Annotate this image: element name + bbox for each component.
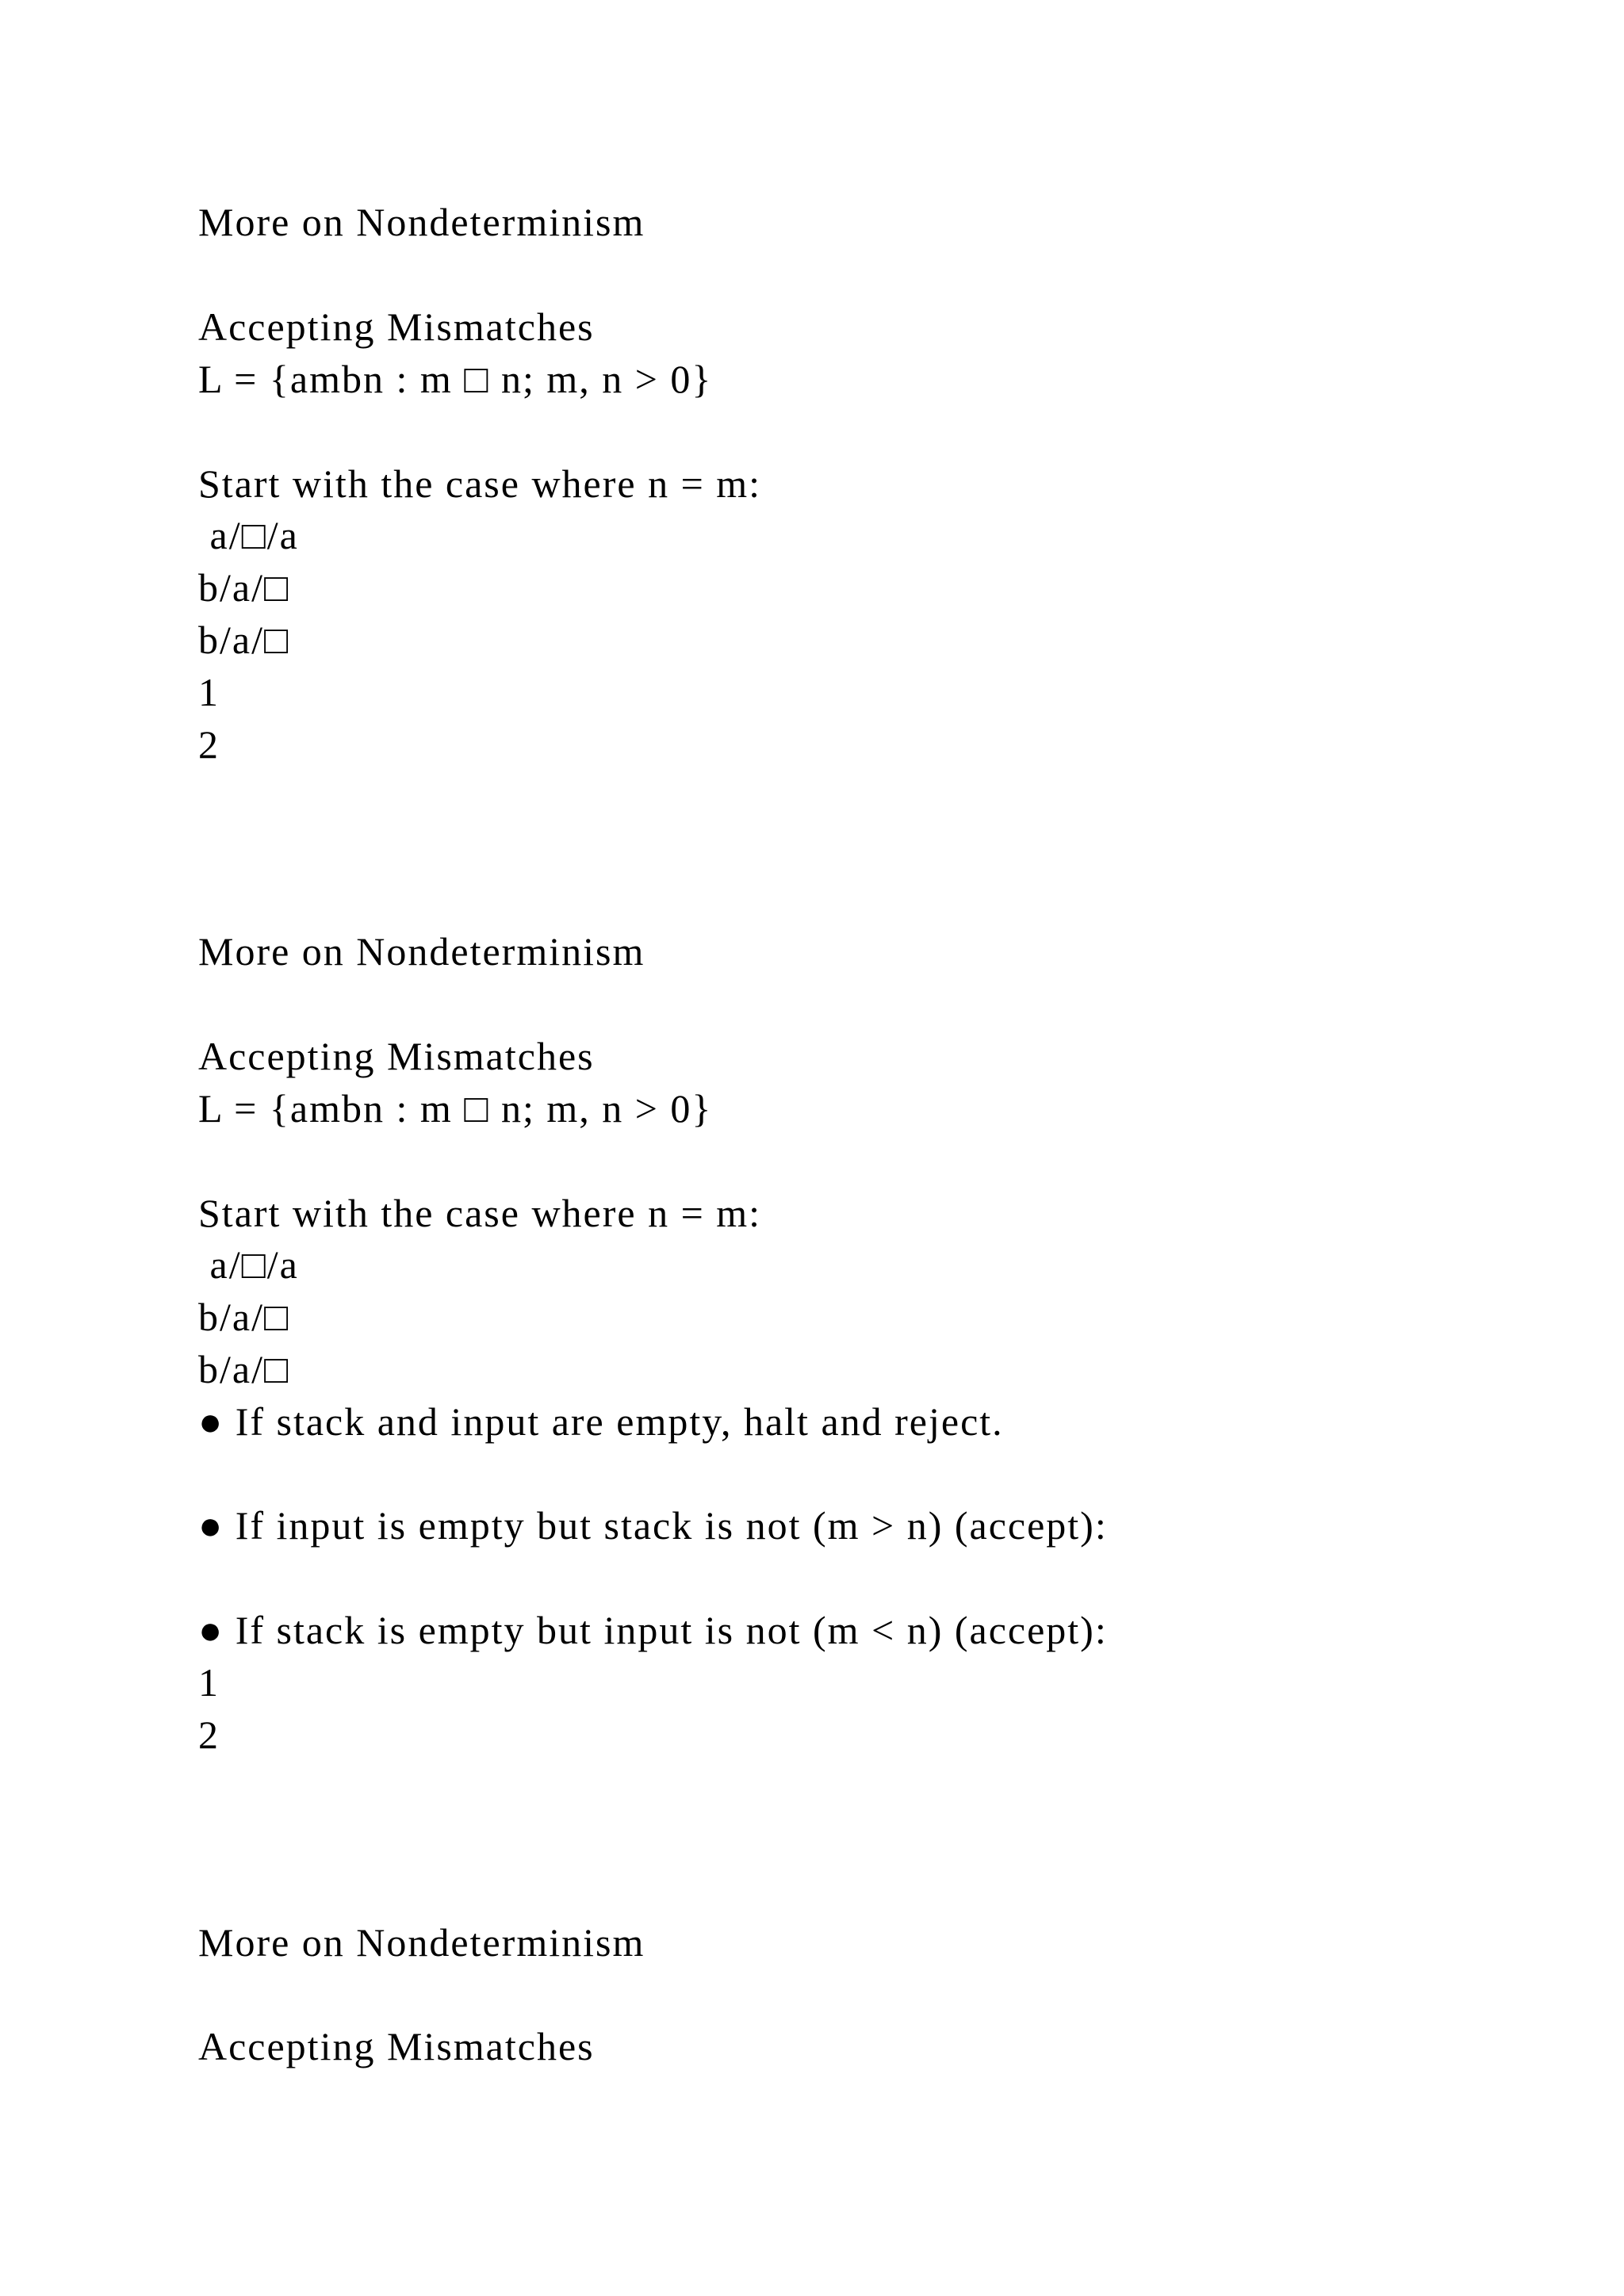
section-title: More on Nondeterminism (198, 1920, 645, 1965)
bullet-item: ● If stack and input are empty, halt and reject. (198, 1399, 1004, 1444)
bullet-item: ● If stack is empty but input is not (m < n) (accept): (198, 1608, 1108, 1652)
section-subtitle: Accepting Mismatches (198, 1034, 595, 1078)
language-definition: L = {ambn : m □ n; m, n > 0} (198, 357, 713, 401)
transition-label: b/a/□ (198, 565, 290, 610)
state-label: 1 (198, 670, 220, 714)
case-intro: Start with the case where n = m: (198, 1191, 762, 1235)
state-label: 2 (198, 722, 220, 767)
language-definition: L = {ambn : m □ n; m, n > 0} (198, 1086, 713, 1131)
case-intro: Start with the case where n = m: (198, 461, 762, 506)
state-label: 2 (198, 1712, 220, 1757)
bullet-item: ● If input is empty but stack is not (m > n) (accept): (198, 1503, 1108, 1548)
transition-label: b/a/□ (198, 1295, 290, 1339)
transition-label: a/□/a (198, 513, 299, 557)
section-title: More on Nondeterminism (198, 929, 645, 974)
section-subtitle: Accepting Mismatches (198, 2024, 595, 2068)
transition-label: b/a/□ (198, 618, 290, 662)
section-subtitle: Accepting Mismatches (198, 304, 595, 349)
state-label: 1 (198, 1660, 220, 1705)
transition-label: a/□/a (198, 1242, 299, 1287)
section-title: More on Nondeterminism (198, 200, 645, 244)
transition-label: b/a/□ (198, 1347, 290, 1391)
